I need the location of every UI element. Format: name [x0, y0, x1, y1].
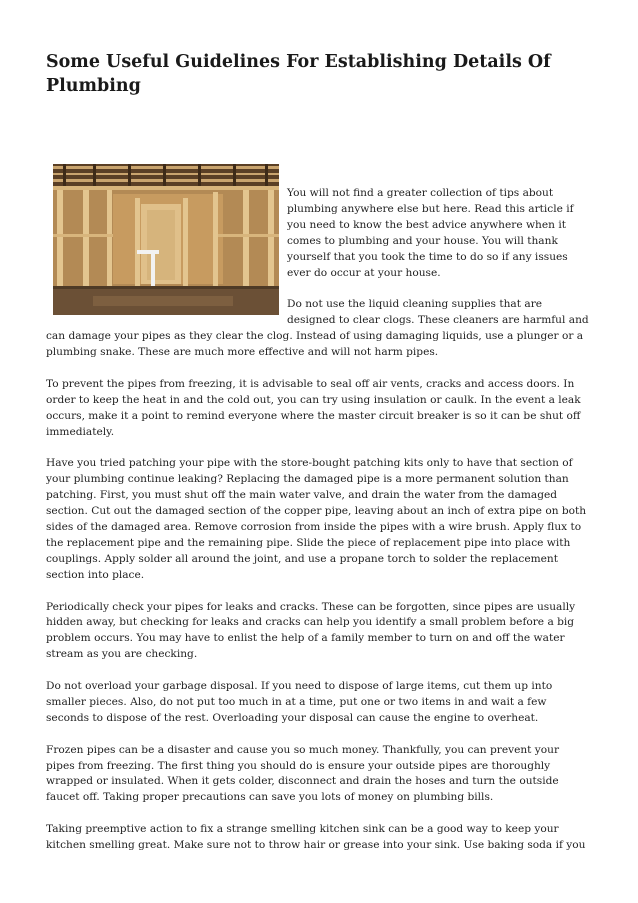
paragraph: Do not overload your garbage disposal. If you need to dispose of large items, cut them up into smaller pieces. Also, do not put too much in at a time, put one or two items in and wait a few seconds to dispose of the rest. Overloading your disposal can cause the engine to overheat. [46, 680, 553, 724]
page-title: Some Useful Guidelines For Establishing Details Of Plumbing [46, 52, 551, 96]
image-wrap-space [46, 186, 287, 316]
paragraph: To prevent the pipes from freezing, it is advisable to seal off air vents, cracks and access doors. In order to keep the heat in and the cold out, you can try using insulation or caulk. In the event a leak occurs, make it a point to remind everyone where the master circuit breaker is so it can be shut off immediately. [46, 377, 581, 438]
article-body [46, 186, 591, 870]
paragraph: Have you tried patching your pipe with the store-bought patching kits only to have that section of your plumbing continue leaking? Replacing the damaged pipe is a more permanent solution than patching. First, you must shut off the main water valve, and drain the water from the damaged section. Cut out the damaged section of the copper pipe, leaving about an inch of extra pipe on both sides of the damaged area. Remove corrosion from inside the pipes with a wire brush. Apply flux to the replacement pipe and the remaining pipe. Slide the piece of replacement pipe into place with couplings. Apply solder all around the joint, and use a propane torch to solder the replacement section into place. [46, 457, 587, 581]
paragraph: Taking preemptive action to fix a strange smelling kitchen sink can be a good way to keep your kitchen smelling great. Make sure not to throw hair or grease into your sink. Use baking soda if you [46, 823, 586, 852]
paragraph: Frozen pipes can be a disaster and cause you so much money. Thankfully, you can prevent your pipes from freezing. The first thing you should do is ensure your outside pipes are thoroughly wrapped or insulated. When it gets colder, disconnect and drain the hoses and turn the outside faucet off. Taking proper precautions can save you lots of money on plumbing bills. [46, 743, 560, 804]
paragraph: Do not use the liquid cleaning supplies that are designed to clear clogs. These cleaners are harmful and can damage your pipes as they clear the clog. Instead of using damaging liquids, use a plunger or a plumbing snake. These are much more effective and will not harm pipes. [46, 298, 589, 359]
paragraph: You will not find a greater collection of tips about plumbing anywhere else but here. Read this article if you need to know the best advice anywhere when it comes to plumbing and your house. You will thank yourself that you took the time to do so if any issues ever do occur at your house. [287, 187, 574, 279]
paragraph: Periodically check your pipes for leaks and cracks. These can be forgotten, since pipes are usually hidden away, but checking for leaks and cracks can help you identify a small problem before a big problem occurs. You may have to enlist the help of a family member to turn on and off the water stream as you are checking. [46, 600, 576, 661]
